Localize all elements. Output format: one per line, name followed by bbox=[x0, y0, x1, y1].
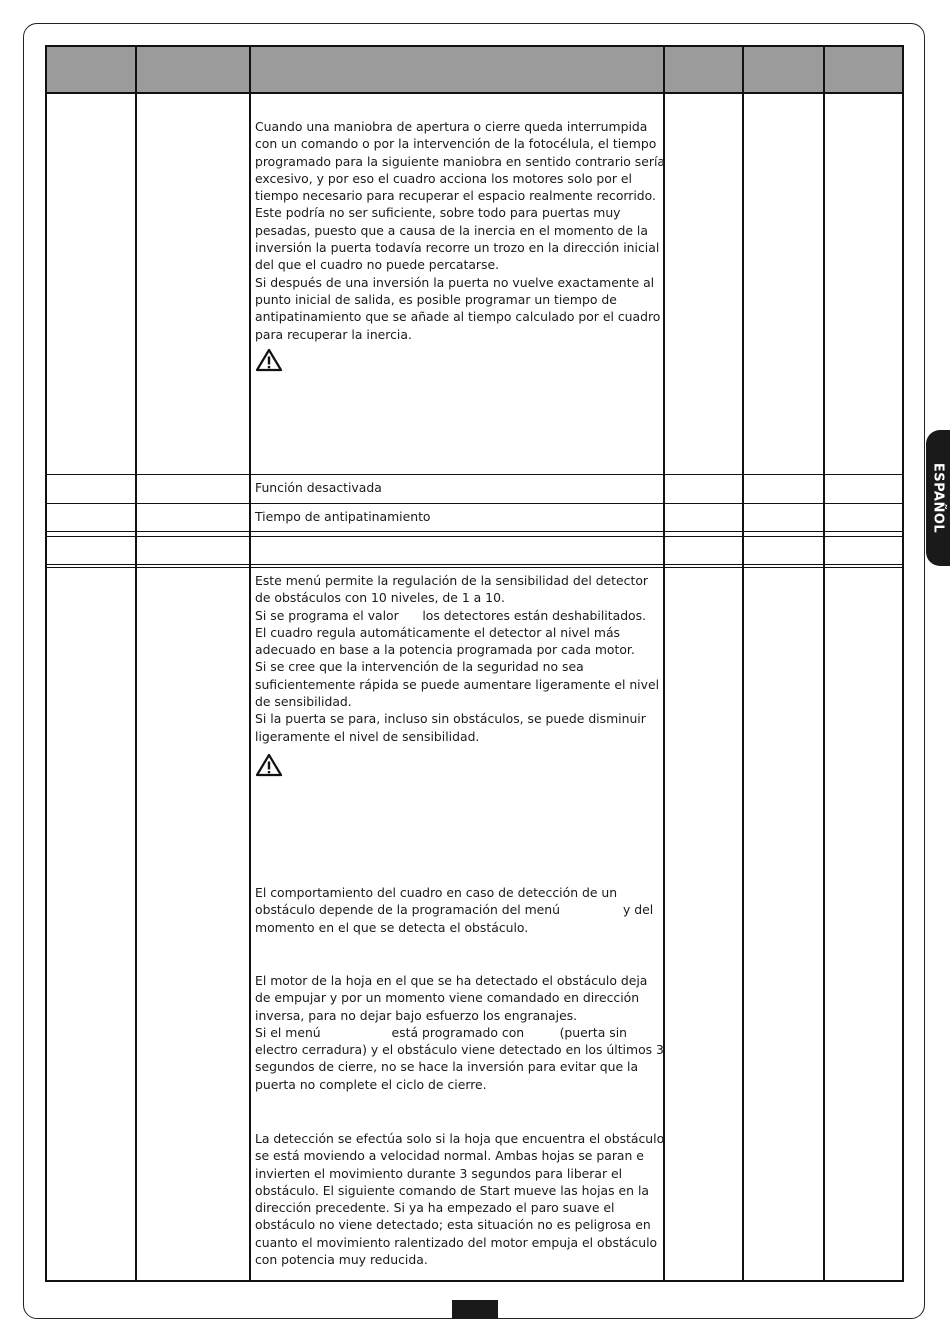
warning-icon bbox=[255, 753, 283, 777]
row-rule bbox=[45, 536, 904, 537]
col-rule bbox=[249, 45, 251, 1282]
row-rule bbox=[45, 531, 904, 532]
page-number-box bbox=[452, 1300, 498, 1319]
col-rule bbox=[45, 45, 47, 1282]
row-rule bbox=[45, 503, 904, 504]
case2-description: La detección se efectúa solo si la hoja que encuentra el obstáculo se está moviendo a velocidad normal. Ambas hojas se paran e invierten el movimiento durante 3 segundos para liberar el obstáculo. El siguiente comando de Start mueve las hojas en la dirección precedente. Si ya ha empezado el paro suave el obstáculo no viene detectado; esta situación no es peligrosa en cuanto el movimiento ralentizado del motor empuja el obstáculo con potencia muy reducida. bbox=[255, 1131, 665, 1268]
table-header-row bbox=[45, 45, 904, 92]
row-rule bbox=[45, 567, 904, 568]
case1-description bbox=[255, 972, 668, 1093]
paragraph: Si se programa el valor los detectores están deshabilitados. bbox=[255, 607, 647, 623]
header-bottom-rule bbox=[45, 92, 904, 94]
section2-description bbox=[255, 572, 665, 745]
section1-description bbox=[255, 118, 665, 343]
paragraph: El cuadro regula automáticamente el detector al nivel más adecuado en base a la potencia programada por cada motor. bbox=[255, 624, 635, 658]
paragraph: Si el menú está programado con (puerta sin electro cerradura) y el obstáculo viene detectado en los últimos 3 segundos de cierre, no se hace la inversión para evitar que la puerta no complete el ciclo de cierre. bbox=[255, 1024, 668, 1092]
paragraph: Este podría no ser suficiente, sobre todo para puertas muy pesadas, puesto que a causa de la inercia en el momento de la inversión la puerta todavía recorre un trozo en la dirección inicial del que el cuadro no puede percatarse. bbox=[255, 205, 660, 273]
table-bottom-rule bbox=[45, 1280, 904, 1282]
language-tab bbox=[926, 430, 950, 566]
col-rule bbox=[823, 45, 825, 1282]
language-tab-label: ESPAÑOL bbox=[930, 462, 946, 534]
behaviour-paragraph: El comportamiento del cuadro en caso de detección de un obstáculo depende de la programación del menú y del momento en el que se detecta el obstáculo. bbox=[255, 885, 658, 935]
row-rule bbox=[45, 564, 904, 565]
option-row-label: Función desactivada bbox=[255, 480, 382, 495]
paragraph: Si la puerta se para, incluso sin obstáculos, se puede disminuir ligeramente el nivel de sensibilidad. bbox=[255, 711, 646, 744]
paragraph: Cuando una maniobra de apertura o cierre queda interrumpida con un comando o por la intervención de la fotocélula, el tiempo programado para la siguiente maniobra en sentido contrario sería excesivo, y por eso el cuadro acciona los motores solo por el tiempo necesario para recuperar el espacio realmente recorrido. bbox=[255, 119, 665, 204]
paragraph: Si se cree que la intervención de la seguridad no sea suficientemente rápida se puede aumentare ligeramente el nivel de sensibilidad. bbox=[255, 659, 660, 710]
paragraph: Este menú permite la regulación de la sensibilidad del detector de obstáculos con 10 niveles, de 1 a 10. bbox=[255, 573, 649, 606]
option-row-label: Tiempo de antipatinamiento bbox=[255, 509, 431, 524]
paragraph: El motor de la hoja en el que se ha detectado el obstáculo deja de empujar y por un momento viene comandado en dirección inversa, para no dejar bajo esfuerzo los engranajes. bbox=[255, 973, 648, 1023]
paragraph: Si después de una inversión la puerta no vuelve exactamente al punto inicial de salida, es posible programar un tiempo de antipatinamiento que se añade al tiempo calculado por el cuadro para recuperar la inercia. bbox=[255, 274, 661, 342]
table-top-rule bbox=[45, 45, 904, 47]
col-rule bbox=[135, 45, 137, 1282]
col-rule bbox=[902, 45, 904, 1282]
warning-icon bbox=[255, 348, 283, 372]
parameter-table bbox=[45, 45, 904, 1282]
row-rule bbox=[45, 474, 904, 475]
col-rule bbox=[742, 45, 744, 1282]
